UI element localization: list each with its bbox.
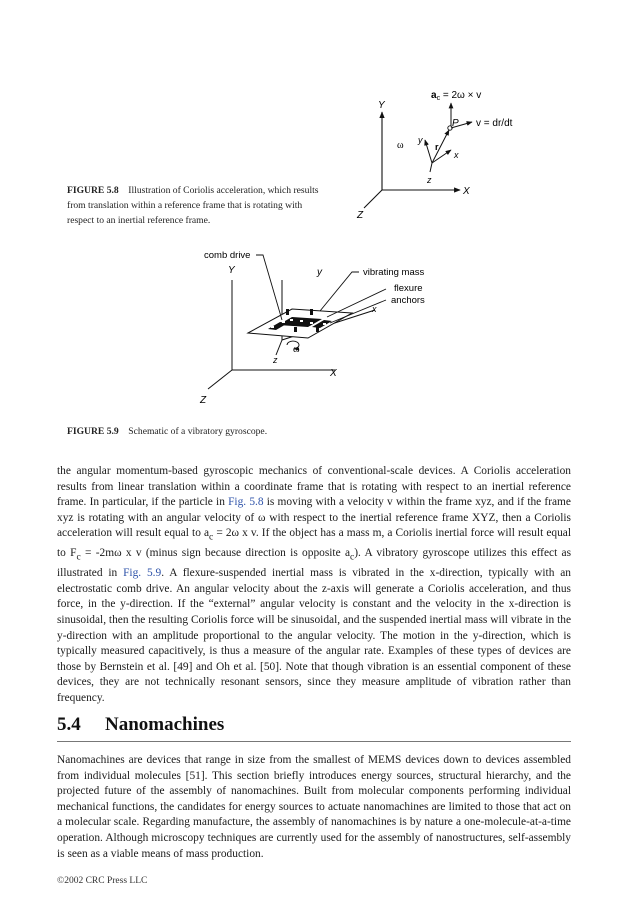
omega-label: ω: [293, 344, 300, 355]
axis-y-label: y: [317, 267, 322, 278]
coriolis-label: $a_c = 2\omega \times v$: [431, 90, 482, 102]
figure-5-8-caption: [67, 183, 319, 228]
omega-label: ω: [397, 140, 404, 151]
figure-5-9-diagram: [190, 245, 440, 410]
axis-Z-label: Z: [200, 395, 207, 406]
section-number: 5.4: [57, 714, 81, 735]
axis-Z-label: Z: [357, 210, 364, 221]
figure-5-8-reference[interactable]: Fig. 5.8: [228, 496, 264, 509]
velocity-label: v = dr/dt: [476, 118, 513, 129]
section-heading: [57, 714, 571, 742]
axis-z-line: [276, 340, 282, 355]
axis-Y-label: Y: [378, 100, 385, 111]
comb-drive-label: comb drive: [204, 250, 251, 261]
axis-z-line: [430, 163, 432, 172]
anchors-label: anchors: [391, 295, 425, 306]
figure-5-9-caption-text: Schematic of a vibratory gyroscope.: [128, 426, 268, 437]
axis-y-label: y: [418, 135, 423, 145]
axis-x-label: x: [372, 304, 377, 314]
figure-5-9-reference[interactable]: Fig. 5.9: [123, 567, 162, 580]
r-label: r: [435, 142, 439, 152]
axis-z-label: z: [427, 175, 432, 185]
axis-X-label: X: [463, 186, 470, 197]
P-label: P: [452, 118, 459, 129]
figure-5-9-caption: [67, 424, 267, 439]
figure-5-9-label: FIGURE 5.9: [67, 426, 119, 437]
axis-Y-label: Y: [228, 265, 235, 276]
copyright-footer: ©2002 CRC Press LLC: [57, 876, 148, 886]
vibrating-mass-leader: [320, 272, 359, 311]
flexure-leader: [327, 289, 386, 317]
body-paragraph-2: Nanomachines are devices that range in size from the smallest of MEMS devices down to devices assembled from individual molecules [51]. This section briefly introduces energy sources, structural hierarchy, and the projected future of the assembly of nanomachines. Built from molecular components performing individual mechanical functions, the candidates for energy sources to actuate nanomachines are limited to those that act on a molecular scale. Regarding manufacture, the assembly of nanomachines is by nature a one-molecule-at-a-time operation. Although microscopy techniques are currently used for the assembly of nanostructures, self-assembly is seen as a viable means of mass production.: [57, 754, 571, 860]
figure-5-8-label: FIGURE 5.8: [67, 185, 119, 196]
flexure-label: flexure: [394, 283, 423, 294]
axis-Z-line: [364, 190, 382, 208]
axis-y-line: [425, 140, 432, 163]
axis-X-label: X: [330, 368, 337, 379]
comb-drive-leader: [256, 255, 282, 320]
figure-5-8-diagram: [330, 80, 540, 230]
axis-x-label: x: [454, 150, 459, 160]
body-paragraph-1: the angular momentum-based gyroscopic mechanics of conventional-scale devices. A Coriolis acceleration results from linear translation within a coordinate frame that is rotating with respect to an inertial reference frame. In particular, if the particle in Fig. 5.8 is moving with a velocity v within the frame xyz, and if the frame xyz is rotating with an angular velocity of ω with respect to the inertial reference frame XYZ, then a Coriolis acceleration will result equal to $a_c = 2\omega$ x v. If the object has a mass m, a Coriolis inertial force will result equal to $F_c = -2m\omega$ x v (minus sign because direction is opposite $a_c$). A vibratory gyroscope utilizes this effect as illustrated in Fig. 5.9. A flexure-suspended inertial mass is vibrated in the x-direction, typically with an electrostatic comb drive. An angular velocity about the z-axis will generate a Coriolis acceleration, and thus force, in the y-direction. If the “external” angular velocity is constant and the velocity in the x-direction is sinusoidal, then the resulting Coriolis force will be sinusoidal, and the suspended inertial mass will vibrate in the y-direction with an amplitude proportional to the angular velocity. The motion in the y-direction, which is typically measured capacitively, is thus a measure of the angular rate. Examples of these types of devices are those by Bernstein et al. [49] and Oh et al. [50]. Note that though vibration is an essential component of these devices, they are not technically resonant sensors, since they measure amplitude of vibration rather than frequency.: [57, 465, 572, 704]
section-title: Nanomachines: [105, 714, 225, 735]
figure-5-8-caption-text: Illustration of Coriolis acceleration, which results from translation within a reference frame that is rotating with respect to an inertial reference frame.: [67, 185, 319, 226]
axis-Z-line: [208, 370, 232, 389]
vibrating-mass-label: vibrating mass: [363, 267, 425, 278]
axis-z-label: z: [273, 355, 278, 365]
